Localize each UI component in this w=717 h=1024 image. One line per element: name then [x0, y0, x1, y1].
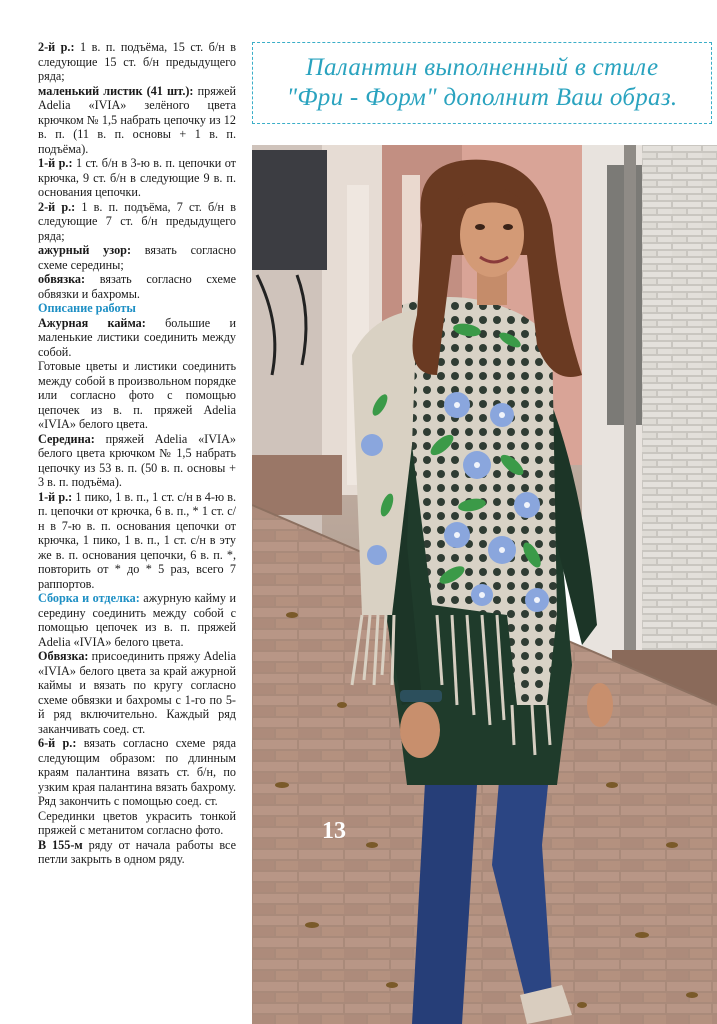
paragraph: обвязка: вязать согласно схеме обвязки и бахромы. — [38, 272, 236, 301]
paragraph: Готовые цветы и листики соединить между собой в произвольном порядке или согласно фото с помощью цепочек из в. п. пряжей Adelia «IVIA» белого цвета. — [38, 359, 236, 431]
paragraph: 1-й р.: 1 ст. б/н в 3-ю в. п. цепочки от крючка, 9 ст. б/н в следующие 9 в. п. основания цепочки. — [38, 156, 237, 199]
paragraph: 6-й р.: вязать согласно схеме ряда следующим образом: по длинным краям палантина вязать ст. б/н, по узким края палантина вязать бахрому. Ряд закончить с помощью соед. ст. — [38, 736, 236, 808]
paragraph: 2-й р.: 1 в. п. подъёма, 7 ст. б/н в следующие 7 ст. б/н предыдущего ряда; — [38, 199, 236, 243]
paragraph: В 155-м ряду от начала работы все петли закрыть в одном ряду. — [38, 837, 236, 866]
paragraph: 1-й р.: 1 пико, 1 в. п., 1 ст. с/н в 4-ю в. п. цепочки от крючка, 6 в. п., * 1 ст. с/н в 7-ю в. п. основания цепочки от крючка, 1 пико, 1 в. п., 1 ст. с/н в эту же в. п. основания цепочки, 6 в. п. *, повторить от * до * 5 раз, всего 7 раппортов. — [38, 489, 237, 591]
paragraph: Середина: пряжей Adelia «IVIA» белого цвета крючком № 1,5 набрать цепочку из 53 в. п. (50 в. п. основы + 3 в. п. подъёма). — [38, 431, 236, 489]
paragraph: Ажурная кайма: большие и маленькие листики соединить между собой. — [38, 315, 236, 359]
title-banner — [252, 42, 712, 124]
paragraph: маленький листик (41 шт.): пряжей Adelia «IVIA» зелёного цвета крючком № 1,5 набрать цепочку из 12 в. п. (11 в. п. основы + 1 в. п. подъёма). — [38, 83, 236, 156]
paragraph: Обвязка: присоединить пряжу Adelia «IVIA» белого цвета за край ажурной каймы и вязать по кругу согласно схеме обвязки и бахромы с 1-го по 5-й ряд включительно. Каждый ряд заканчивать соед. ст. — [38, 649, 236, 736]
photo-illustration — [252, 145, 717, 1024]
paragraph: Серединки цветов украсить тонкой пряжей с метанитом согласно фото. — [38, 808, 236, 837]
title-line: "Фри - Форм" дополнит Ваш образ. — [286, 84, 678, 111]
title-line: Палантин выполненный в стиле — [305, 54, 659, 81]
model-photo — [252, 145, 717, 1024]
paragraph: Сборка и отделка: ажурную кайму и середину соединить между собой с помощью цепочек из в. п. пряжей Adelia «IVIA» белого цвета. — [38, 591, 236, 649]
section-heading: Сборка и отделка: — [38, 591, 140, 605]
page-number: 13 — [322, 818, 346, 844]
instructions-column — [38, 40, 236, 867]
paragraph: ажурный узор: вязать согласно схеме середины; — [38, 243, 236, 272]
paragraph: 2-й р.: 1 в. п. подъёма, 15 ст. б/н в следующие 15 ст. б/н предыдущего ряда; — [38, 40, 236, 83]
section-heading: Описание работы — [38, 301, 136, 315]
